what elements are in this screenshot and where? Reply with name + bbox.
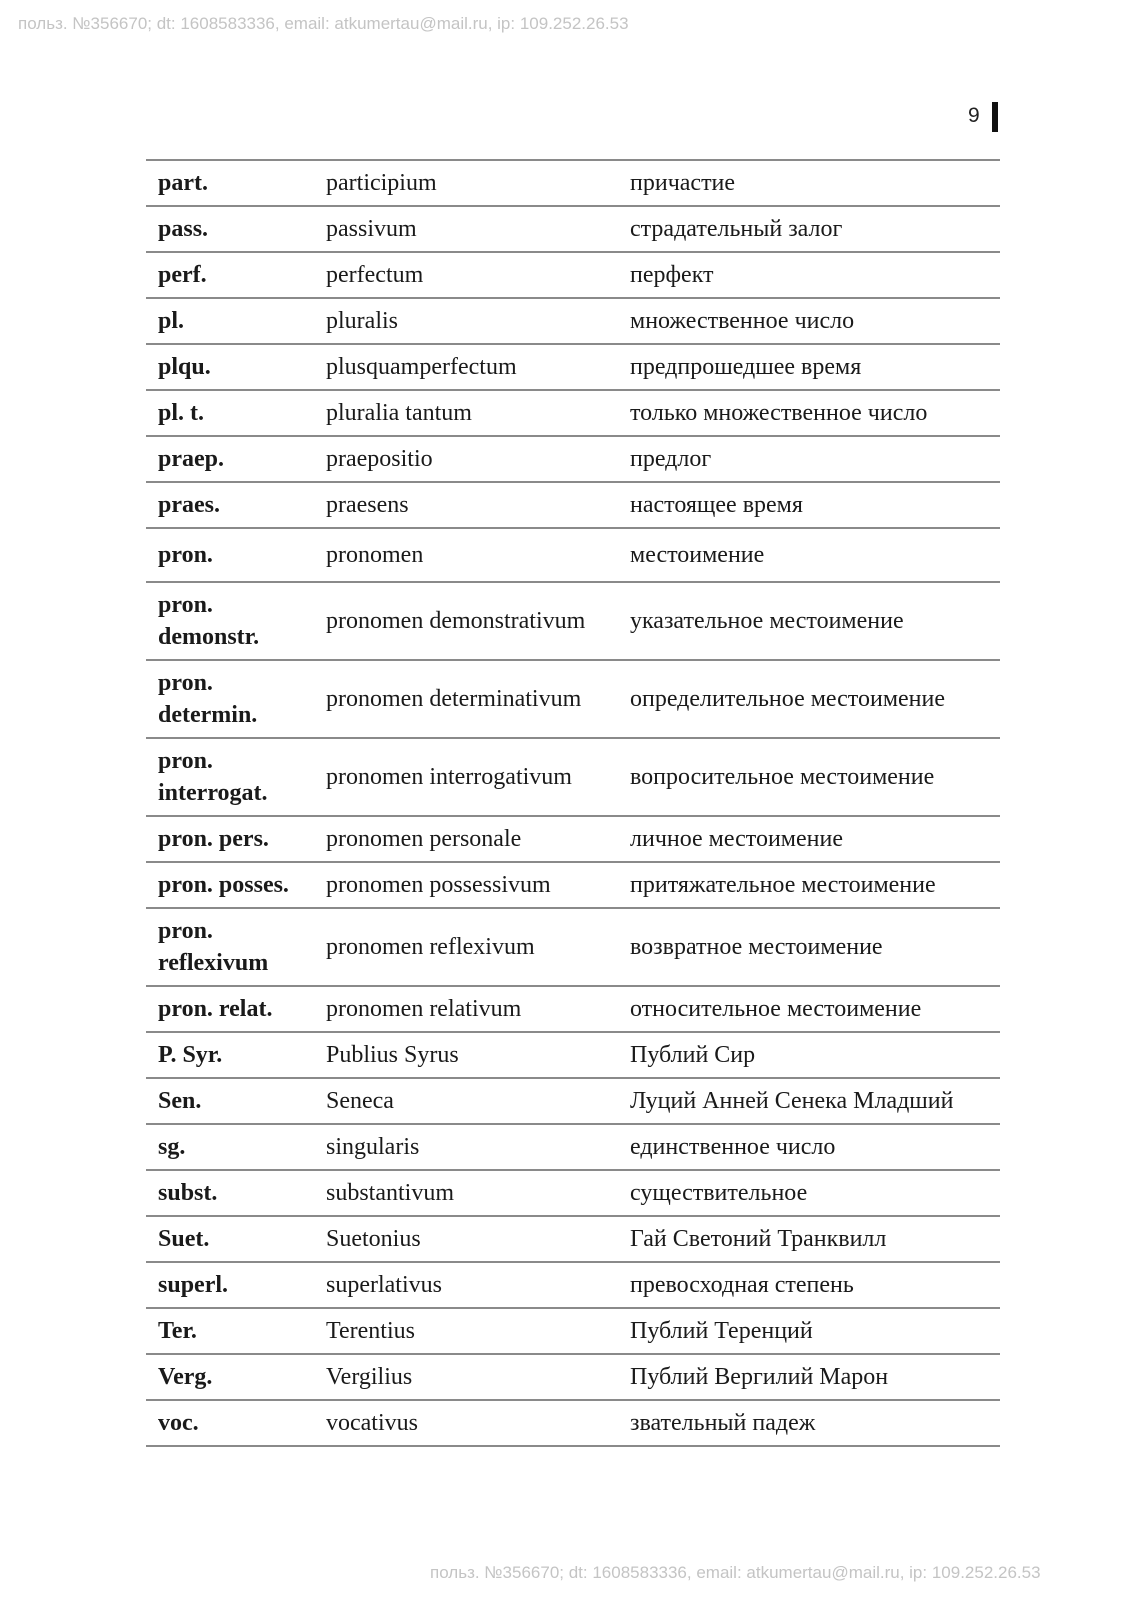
abbreviation-cell: praes. — [146, 482, 314, 528]
table-row — [146, 528, 1000, 582]
abbreviation-cell: plqu. — [146, 344, 314, 390]
latin-term-cell: pronomen demonstrativum — [314, 582, 618, 660]
russian-translation-cell: относительное местоимение — [618, 986, 1000, 1032]
latin-term-cell: pronomen relativum — [314, 986, 618, 1032]
russian-translation-cell: перфект — [618, 252, 1000, 298]
latin-term-cell: pronomen — [314, 528, 618, 582]
abbreviation-cell: pron. — [146, 528, 314, 582]
table-row — [146, 390, 1000, 436]
latin-term-cell: pronomen interrogativum — [314, 738, 618, 816]
abbreviation-cell: pron. determin. — [146, 660, 314, 738]
abbreviation-cell: pron. posses. — [146, 862, 314, 908]
abbreviation-cell: Suet. — [146, 1216, 314, 1262]
latin-term-cell: superlativus — [314, 1262, 618, 1308]
latin-term-cell: pluralia tantum — [314, 390, 618, 436]
abbreviation-cell: pron. pers. — [146, 816, 314, 862]
latin-term-cell: pluralis — [314, 298, 618, 344]
latin-term-cell: vocativus — [314, 1400, 618, 1446]
latin-term-cell: pronomen reflexivum — [314, 908, 618, 986]
russian-translation-cell: указательное местоимение — [618, 582, 1000, 660]
russian-translation-cell: предпрошедшее время — [618, 344, 1000, 390]
abbreviation-cell: pron. reflexivum — [146, 908, 314, 986]
table-row — [146, 816, 1000, 862]
abbreviation-cell: Sen. — [146, 1078, 314, 1124]
russian-translation-cell: настоящее время — [618, 482, 1000, 528]
russian-translation-cell: Публий Сир — [618, 1032, 1000, 1078]
latin-term-cell: Publius Syrus — [314, 1032, 618, 1078]
russian-translation-cell: существительное — [618, 1170, 1000, 1216]
table-row — [146, 436, 1000, 482]
table-row — [146, 252, 1000, 298]
table-row — [146, 738, 1000, 816]
page-marker-bar — [992, 102, 998, 132]
russian-translation-cell: Публий Теренций — [618, 1308, 1000, 1354]
table-row — [146, 1354, 1000, 1400]
latin-term-cell: pronomen personale — [314, 816, 618, 862]
russian-translation-cell: Луций Анней Сенека Младший — [618, 1078, 1000, 1124]
table-row — [146, 298, 1000, 344]
abbreviation-cell: subst. — [146, 1170, 314, 1216]
russian-translation-cell: предлог — [618, 436, 1000, 482]
watermark-top: польз. №356670; dt: 1608583336, email: atkumertau@mail.ru, ip: 109.252.26.53 — [18, 14, 629, 33]
table-row — [146, 1124, 1000, 1170]
abbreviation-cell: perf. — [146, 252, 314, 298]
table-row — [146, 862, 1000, 908]
latin-term-cell: plusquamperfectum — [314, 344, 618, 390]
abbreviation-cell: pl. t. — [146, 390, 314, 436]
abbreviation-cell: Ter. — [146, 1308, 314, 1354]
table-row — [146, 908, 1000, 986]
russian-translation-cell: личное местоимение — [618, 816, 1000, 862]
table-row — [146, 160, 1000, 206]
russian-translation-cell: возвратное местоимение — [618, 908, 1000, 986]
abbreviation-table — [146, 159, 1000, 1447]
table-row — [146, 1078, 1000, 1124]
abbreviation-cell: pron. interrogat. — [146, 738, 314, 816]
latin-term-cell: Suetonius — [314, 1216, 618, 1262]
watermark-bottom: польз. №356670; dt: 1608583336, email: atkumertau@mail.ru, ip: 109.252.26.53 — [430, 1563, 1041, 1582]
latin-term-cell: perfectum — [314, 252, 618, 298]
abbreviation-cell: pl. — [146, 298, 314, 344]
table-row — [146, 1308, 1000, 1354]
latin-term-cell: passivum — [314, 206, 618, 252]
abbreviation-cell: P. Syr. — [146, 1032, 314, 1078]
latin-term-cell: participium — [314, 160, 618, 206]
latin-term-cell: pronomen possessivum — [314, 862, 618, 908]
table-row — [146, 660, 1000, 738]
latin-term-cell: Seneca — [314, 1078, 618, 1124]
russian-translation-cell: притяжательное местоимение — [618, 862, 1000, 908]
page-number: 9 — [968, 104, 980, 127]
latin-term-cell: praesens — [314, 482, 618, 528]
latin-term-cell: praepositio — [314, 436, 618, 482]
russian-translation-cell: звательный падеж — [618, 1400, 1000, 1446]
abbreviation-cell: part. — [146, 160, 314, 206]
abbreviation-cell: sg. — [146, 1124, 314, 1170]
russian-translation-cell: только множественное число — [618, 390, 1000, 436]
latin-term-cell: pronomen determinativum — [314, 660, 618, 738]
abbreviation-cell: voc. — [146, 1400, 314, 1446]
table-row — [146, 344, 1000, 390]
russian-translation-cell: Гай Светоний Транквилл — [618, 1216, 1000, 1262]
abbreviation-table-body — [146, 160, 1000, 1446]
latin-term-cell: substantivum — [314, 1170, 618, 1216]
russian-translation-cell: страдательный залог — [618, 206, 1000, 252]
russian-translation-cell: единственное число — [618, 1124, 1000, 1170]
table-row — [146, 206, 1000, 252]
russian-translation-cell: Публий Вергилий Марон — [618, 1354, 1000, 1400]
latin-term-cell: Vergilius — [314, 1354, 618, 1400]
table-row — [146, 582, 1000, 660]
table-row — [146, 1170, 1000, 1216]
abbreviation-cell: Verg. — [146, 1354, 314, 1400]
table-row — [146, 986, 1000, 1032]
russian-translation-cell: причастие — [618, 160, 1000, 206]
russian-translation-cell: вопросительное местоимение — [618, 738, 1000, 816]
abbreviation-cell: superl. — [146, 1262, 314, 1308]
abbreviation-cell: pron. demonstr. — [146, 582, 314, 660]
table-row — [146, 1262, 1000, 1308]
abbreviation-cell: praep. — [146, 436, 314, 482]
abbreviation-cell: pass. — [146, 206, 314, 252]
latin-term-cell: Terentius — [314, 1308, 618, 1354]
russian-translation-cell: множественное число — [618, 298, 1000, 344]
table-row — [146, 482, 1000, 528]
table-row — [146, 1400, 1000, 1446]
russian-translation-cell: превосходная степень — [618, 1262, 1000, 1308]
table-row — [146, 1216, 1000, 1262]
latin-term-cell: singularis — [314, 1124, 618, 1170]
table-row — [146, 1032, 1000, 1078]
russian-translation-cell: определительное местоимение — [618, 660, 1000, 738]
russian-translation-cell: местоимение — [618, 528, 1000, 582]
abbreviation-cell: pron. relat. — [146, 986, 314, 1032]
